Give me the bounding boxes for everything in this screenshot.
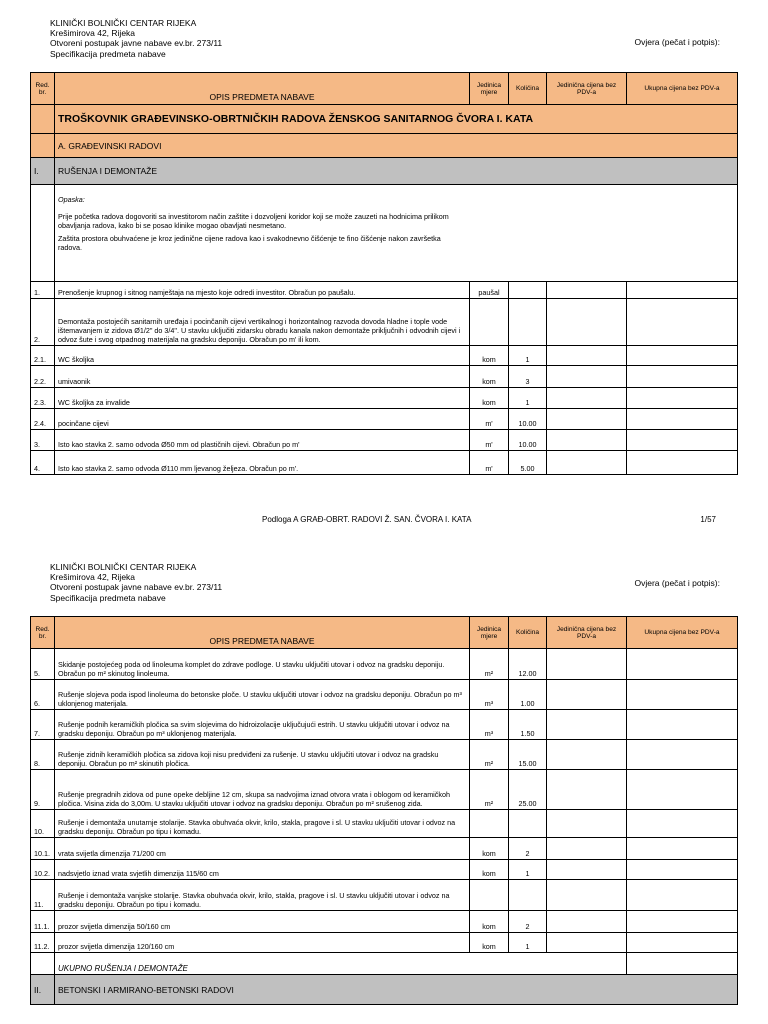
row-number: 10. [31, 810, 55, 838]
row-total[interactable] [627, 388, 738, 409]
row-unit: kom [470, 346, 509, 366]
header-line: KLINIČKI BOLNIČKI CENTAR RIJEKA [50, 18, 197, 28]
row-number: 4. [31, 451, 55, 475]
row-description: Isto kao stavka 2. samo odvoda Ø50 mm od plastičnih cijevi. Obračun po m' [55, 430, 470, 451]
subtotal-row [31, 953, 738, 975]
row-unit: m² [470, 740, 509, 770]
row-description: Demontaža postojećih sanitarnih uređaja i pocinčanih cijevi vertikalnog i horizontalnog razvoda dovoda hladne i tople vode ištemavanjem iz zidova Ø1/2" do 3/4". U stavku uključiti zidarsku obradu kanala nakon demontaže priključnih i odvodnih cijevi i odvoz šute i svog otpadnog materijala na gradsku deponiju. Obračun po m' ili kom. [55, 299, 470, 346]
row-number: 10.1. [31, 838, 55, 860]
col-header-desc: OPIS PREDMETA NABAVE [55, 617, 470, 649]
row-number: 9. [31, 770, 55, 810]
row-description: Isto kao stavka 2. samo odvoda Ø110 mm ljevanog željeza. Obračun po m'. [55, 451, 470, 475]
table-row [31, 409, 738, 430]
row-quantity [509, 282, 547, 299]
row-total[interactable] [627, 911, 738, 933]
col-header-desc: OPIS PREDMETA NABAVE [55, 73, 470, 105]
specification-table [30, 616, 738, 1005]
row-unit: m' [470, 451, 509, 475]
col-header-total: Ukupna cijena bez PDV-a [627, 617, 738, 649]
row-unit-price[interactable] [547, 409, 627, 430]
row-unit-price[interactable] [547, 770, 627, 810]
table-row [31, 838, 738, 860]
row-unit-price[interactable] [547, 933, 627, 953]
row-total[interactable] [627, 299, 738, 346]
header-line: Krešimirova 42, Rijeka [50, 28, 136, 39]
row-unit: m² [470, 649, 509, 680]
row-unit [470, 810, 509, 838]
row-description: WC školjka za invalide [55, 388, 470, 409]
row-total[interactable] [627, 770, 738, 810]
row-unit: m' [470, 409, 509, 430]
col-header-no: Red. br. [31, 617, 55, 649]
subtotal-value[interactable] [627, 953, 738, 975]
row-description: umivaonik [55, 366, 470, 388]
row-unit-price[interactable] [547, 860, 627, 880]
table-row [31, 299, 738, 346]
row-number: 10.2. [31, 860, 55, 880]
row-total[interactable] [627, 838, 738, 860]
row-unit-price[interactable] [547, 430, 627, 451]
row-description: Rušenje pregradnih zidova od pune opeke debljine 12 cm, skupa sa nadvojima iznad otvora vrata i oblogom od keramičkoh pločica. Visina zida do 3,00m. U stavku uključiti utovar i odvoz na gradsku deponiju. Obračun po m² srušenog zida. [55, 770, 470, 810]
table-row [31, 430, 738, 451]
group-title: BETONSKI I ARMIRANO-BETONSKI RADOVI [55, 975, 738, 1005]
page-2 [0, 560, 768, 1024]
row-quantity [509, 810, 547, 838]
row-unit-price[interactable] [547, 810, 627, 838]
row-number: 1. [31, 282, 55, 299]
row-description: pocinčane cijevi [55, 409, 470, 430]
row-unit: kom [470, 860, 509, 880]
row-quantity [509, 299, 547, 346]
col-header-unit: Jedinica mjere [470, 617, 509, 649]
group-row [31, 975, 738, 1005]
row-unit: kom [470, 933, 509, 953]
row-unit: m' [470, 430, 509, 451]
row-number: 2.2. [31, 366, 55, 388]
section-row [31, 134, 738, 158]
col-header-unit-price: Jedinična cijena bez PDV-a [547, 617, 627, 649]
row-total[interactable] [627, 649, 738, 680]
col-header-no: Red. br. [31, 73, 55, 105]
header-line: Specifikacija predmeta nabave [50, 592, 166, 603]
row-quantity: 1 [509, 860, 547, 880]
row-quantity: 1 [509, 346, 547, 366]
subtotal-label: UKUPNO RUŠENJA I DEMONTAŽE [55, 953, 627, 975]
stamp-label: Ovjera (pečat i potpis): [634, 578, 720, 588]
col-header-qty: Količina [509, 73, 547, 105]
row-number: 11.1. [31, 911, 55, 933]
document-title: TROŠKOVNIK GRAĐEVINSKO-OBRTNIČKIH RADOVA ŽENSKOG SANITARNOG ČVORA I. KATA [55, 105, 738, 134]
document-header [50, 562, 222, 603]
row-description: Rušenje podnih keramičkih pločica sa svim slojevima do hidroizolacije uključujući estrih. U stavku uključiti utovar i odvoz na gradsku deponiju. Obračun po m³ uklonjenog materijala. [55, 710, 470, 740]
row-unit: m² [470, 770, 509, 810]
header-line: Otvoreni postupak javne nabave ev.br. 273/11 [50, 38, 223, 49]
row-quantity: 3 [509, 366, 547, 388]
row-unit-price[interactable] [547, 838, 627, 860]
row-description: Rušenje i demontaža unutarnje stolarije. Stavka obuhvaća okvir, krilo, stakla, pragove i sl. U stavku uključiti utovar i odvoz na gradsku deponiju. Obračun po tipu i komadu. [55, 810, 470, 838]
row-unit-price[interactable] [547, 451, 627, 475]
section-title: A. GRAĐEVINSKI RADOVI [55, 134, 738, 158]
row-quantity: 1 [509, 388, 547, 409]
table-row [31, 740, 738, 770]
row-quantity: 2 [509, 911, 547, 933]
row-description: nadsvjetlo iznad vrata svjetlih dimenzija 115/60 cm [55, 860, 470, 880]
row-unit-price[interactable] [547, 649, 627, 680]
row-number: 11.2. [31, 933, 55, 953]
row-unit: kom [470, 911, 509, 933]
row-description: Prenošenje krupnog i sitnog namještaja na mjesto koje odredi investitor. Obračun po paušalu. [55, 282, 470, 299]
row-unit: paušal [470, 282, 509, 299]
row-quantity: 2 [509, 838, 547, 860]
header-line: Otvoreni postupak javne nabave ev.br. 273/11 [50, 582, 223, 593]
table-row [31, 880, 738, 911]
row-number: 11. [31, 880, 55, 911]
row-unit-price[interactable] [547, 346, 627, 366]
row-unit: m³ [470, 710, 509, 740]
stamp-label: Ovjera (pečat i potpis): [634, 37, 720, 47]
row-quantity: 25.00 [509, 770, 547, 810]
group-number: II. [31, 975, 55, 1005]
row-unit-price[interactable] [547, 740, 627, 770]
row-number: 6. [31, 680, 55, 710]
row-description: Rušenje slojeva poda ispod linoleuma do betonske ploče. U stavku uključiti utovar i odvoz na gradsku deponiju. Obračun po m³ uklonjenog materijala. [55, 680, 470, 710]
group-number: I. [31, 158, 55, 185]
row-unit-price[interactable] [547, 299, 627, 346]
specification-table [30, 72, 738, 475]
row-unit: kom [470, 366, 509, 388]
table-row [31, 346, 738, 366]
row-unit-price[interactable] [547, 680, 627, 710]
table-row [31, 860, 738, 880]
row-total[interactable] [627, 710, 738, 740]
row-description: Rušenje zidnih keramičkih pločica sa zidova koji nisu predviđeni za rušenje. U stavku uključiti utovar i odvoz na gradsku deponiju. Obračun po m² skinutih pločica. [55, 740, 470, 770]
row-description: prozor svijetla dimenzija 50/160 cm [55, 911, 470, 933]
header-line: KLINIČKI BOLNIČKI CENTAR RIJEKA [50, 562, 197, 572]
row-unit-price[interactable] [547, 880, 627, 911]
header-line: Krešimirova 42, Rijeka [50, 572, 136, 583]
table-row [31, 933, 738, 953]
page-footer-title: Podloga A GRAĐ-OBRT. RADOVI Ž. SAN. ČVORA I. KATA [262, 515, 472, 524]
table-row [31, 366, 738, 388]
row-number: 8. [31, 740, 55, 770]
row-quantity: 5.00 [509, 451, 547, 475]
table-row [31, 282, 738, 299]
row-quantity: 10.00 [509, 409, 547, 430]
table-row [31, 710, 738, 740]
row-total[interactable] [627, 409, 738, 430]
row-total[interactable] [627, 366, 738, 388]
row-number: 7. [31, 710, 55, 740]
row-unit [470, 880, 509, 911]
row-total[interactable] [627, 430, 738, 451]
table-row [31, 810, 738, 838]
table-row [31, 451, 738, 475]
row-quantity: 1.00 [509, 680, 547, 710]
table-row [31, 649, 738, 680]
row-description: prozor svijetla dimenzija 120/160 cm [55, 933, 470, 953]
col-header-unit-price: Jedinična cijena bez PDV-a [547, 73, 627, 105]
row-total[interactable] [627, 740, 738, 770]
row-number: 2. [31, 299, 55, 346]
row-total[interactable] [627, 880, 738, 911]
row-quantity: 15.00 [509, 740, 547, 770]
row-quantity: 10.00 [509, 430, 547, 451]
row-quantity [509, 880, 547, 911]
table-row [31, 770, 738, 810]
row-total[interactable] [627, 810, 738, 838]
row-unit-price[interactable] [547, 911, 627, 933]
row-unit-price[interactable] [547, 366, 627, 388]
col-header-unit: Jedinica mjere [470, 73, 509, 105]
row-total[interactable] [627, 346, 738, 366]
col-header-total: Ukupna cijena bez PDV-a [627, 73, 738, 105]
row-number: 3. [31, 430, 55, 451]
table-header-row [31, 73, 738, 105]
group-title: RUŠENJA I DEMONTAŽE [55, 158, 738, 185]
row-description: vrata svijetla dimenzija 71/200 cm [55, 838, 470, 860]
table-row [31, 388, 738, 409]
document-header [50, 18, 222, 59]
row-total[interactable] [627, 933, 738, 953]
table-row [31, 680, 738, 710]
row-total[interactable] [627, 860, 738, 880]
row-quantity: 1 [509, 933, 547, 953]
row-total[interactable] [627, 680, 738, 710]
row-unit-price[interactable] [547, 710, 627, 740]
row-unit: m³ [470, 680, 509, 710]
note-label: Opaska: [58, 195, 85, 204]
row-unit: kom [470, 838, 509, 860]
row-unit-price[interactable] [547, 388, 627, 409]
row-description: Skidanje postojećeg poda od linoleuma komplet do zdrave podloge. U stavku uključiti utovar i odvoz na gradsku deponiju. Obračun po m² skinutog linoleuma. [55, 649, 470, 680]
header-line: Specifikacija predmeta nabave [50, 48, 166, 59]
col-header-qty: Količina [509, 617, 547, 649]
group-row [31, 158, 738, 185]
document-title-row [31, 105, 738, 134]
row-quantity: 1.50 [509, 710, 547, 740]
row-unit-price[interactable] [547, 282, 627, 299]
row-number: 2.1. [31, 346, 55, 366]
note-paragraph: Prije početka radova dogovoriti sa investitorom način zaštite i dozvoljeni koridor koji se može zauzeti na hodnicima prilikom obavljanja radova, kako bi se posao klinike mogao obavljati nesmetano. [58, 212, 449, 230]
row-number: 2.3. [31, 388, 55, 409]
row-unit: kom [470, 388, 509, 409]
row-unit [470, 299, 509, 346]
row-total[interactable] [627, 451, 738, 475]
row-quantity: 12.00 [509, 649, 547, 680]
note-paragraph: Zaštita prostora obuhvaćene je kroz jedinične cijene radova kao i svakodnevno čišćenje te fino čišćenje nakon završetka radova. [58, 234, 441, 252]
table-row [31, 911, 738, 933]
row-description: Rušenje i demontaža vanjske stolarije. Stavka obuhvaća okvir, krilo, stakla, pragove i sl. U stavku uključiti utovar i odvoz na gradsku deponiju. Obračun po tipu i komadu. [55, 880, 470, 911]
row-total[interactable] [627, 282, 738, 299]
table-header-row [31, 617, 738, 649]
row-number: 2.4. [31, 409, 55, 430]
row-number: 5. [31, 649, 55, 680]
page-number: 1/57 [700, 515, 716, 524]
note-row [31, 185, 738, 282]
row-description: WC školjka [55, 346, 470, 366]
